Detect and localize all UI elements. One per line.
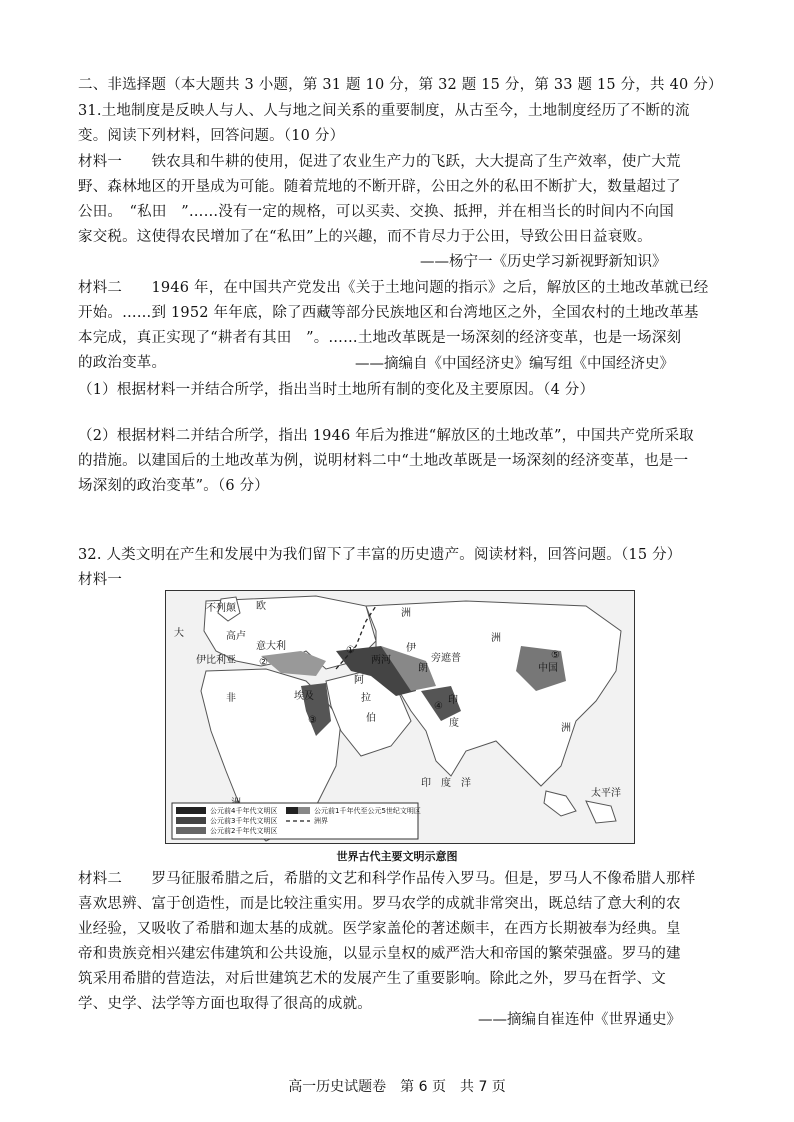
q32-material2-source: ——摘编自崔连仲《世界通史》: [478, 1012, 681, 1028]
page-footer: 高一历史试题卷 第 6 页 共 7 页: [288, 1079, 506, 1095]
legend-item-1: 公元前4千年代文明区: [210, 807, 278, 815]
label-num-1: ①: [346, 645, 355, 656]
map-legend: [172, 803, 421, 839]
q31-material1-line-4: 家交税。这使得农民增加了在“私田”上的兴趣，而不肯尽力于公田，导致公田日益衰败。: [78, 229, 652, 245]
label-bactria: 旁遮普: [431, 653, 461, 664]
q32-material2-line-2: 喜欢思辨、富于创造性，而是比较注重实用。罗马农学的成就非常突出，既总结了意大利的农: [78, 896, 681, 912]
q31-material2-source: ——摘编自《中国经济史》编写组《中国经济史》: [355, 356, 674, 372]
label-china: 中国: [538, 663, 558, 674]
q32-material2-line-1: 材料二 罗马征服希腊之后，希腊的文艺和科学作品传入罗马。但是，罗马人不像希腊人那样: [78, 871, 696, 887]
label-indian-ocean: 印 度 洋: [421, 778, 471, 789]
q31-stem-line-1: 31.土地制度是反映人与人、人与地之间关系的重要制度，从古至今，土地制度经历了不断的流: [78, 103, 690, 119]
label-pacific: 太平洋: [591, 788, 621, 799]
label-mesopotamia: 两河: [371, 655, 391, 666]
label-num-2: ②: [259, 657, 268, 668]
label-num-5: ⑤: [551, 650, 560, 661]
q31-material2-line-3: 本完成，真正实现了“耕者有其田 ”。……土地改革既是一场深刻的经济变革，也是一场深刻: [78, 330, 682, 346]
q31-material1-line-2: 野、森林地区的开垦成为可能。随着荒地的不断开辟，公田之外的私田不断扩大，数量超过了: [78, 179, 681, 195]
label-asia-2: 洲: [491, 633, 501, 644]
q32-material2-line-6: 学、史学、法学等方面也取得了很高的成就。: [78, 996, 372, 1012]
q31-sub-question-1: （1）根据材料一并结合所学，指出当时土地所有制的变化及主要原因。（4 分）: [78, 382, 595, 398]
label-italy: 意大利: [256, 641, 286, 652]
label-persia-yi: 伊: [406, 643, 416, 654]
label-atlantic: 大: [174, 628, 184, 639]
label-asia: 洲: [401, 608, 411, 619]
map-graphic: [166, 591, 634, 843]
q31-material2-line-4: 的政治变革。: [78, 355, 167, 371]
q31-sub-question-2-line-1: （2）根据材料二并结合所学，指出 1946 年后为推进“解放区的土地改革”，中国共产党所采取: [78, 428, 694, 444]
label-persia-lang: 朗: [418, 663, 428, 674]
label-arabia-1: 阿: [354, 675, 364, 686]
q31-sub-question-2-line-2: 的措施。以建国后的土地改革为例，说明材料二中“土地改革既是一场深刻的经济变革，也是一: [78, 453, 689, 469]
legend-item-5: 洲界: [314, 817, 328, 825]
label-gaul: 高卢: [226, 631, 246, 642]
q31-material2-line-2: 开始。……到 1952 年年底，除了西藏等部分民族地区和台湾地区之外，全国农村的土地改革基: [78, 305, 699, 321]
label-britain: 不列颠: [206, 603, 236, 614]
label-num-3: ③: [308, 715, 317, 726]
q31-material2-line-1: 材料二 1946 年，在中国共产党发出《关于土地问题的指示》之后，解放区的土地改革就已经: [78, 280, 709, 296]
q31-sub-question-2-line-3: 场深刻的政治变革”。（6 分）: [78, 478, 269, 494]
q32-material2-line-5: 筑采用希腊的营造法，对后世建筑艺术的发展产生了重要影响。除此之外，罗马在哲学、文: [78, 971, 666, 987]
label-india-2: 度: [449, 718, 459, 729]
q31-material1-source: ——杨宁一《历史学习新视野新知识》: [420, 254, 667, 270]
q31-material1-line-1: 材料一 铁农具和牛耕的使用，促进了农业生产力的飞跃，大大提高了生产效率，使广大荒: [78, 154, 681, 170]
q31-stem-line-2: 变。阅读下列材料，回答问题。（10 分）: [78, 128, 345, 144]
q32-material2-line-3: 业经验，又吸收了希腊和迦太基的成就。医学家盖伦的著述颇丰，在西方长期被奉为经典。皇: [78, 921, 681, 937]
label-egypt: 埃及: [294, 691, 314, 702]
q32-stem: 32. 人类文明在产生和发展中为我们留下了丰富的历史遗产。阅读材料，回答问题。（15 分）: [78, 547, 682, 563]
label-europe: 欧: [256, 601, 266, 612]
label-arabia-2: 拉: [361, 693, 371, 704]
legend-item-4: 公元前1千年代至公元5世纪文明区: [314, 807, 421, 815]
label-arabia-3: 伯: [366, 713, 376, 724]
q32-material1-label: 材料一: [78, 572, 123, 588]
world-ancient-civilizations-map: [165, 590, 635, 844]
map-caption: 世界古代主要文明示意图: [336, 850, 458, 863]
label-num-4: ④: [434, 701, 443, 712]
legend-item-3: 公元前2千年代文明区: [210, 827, 278, 835]
label-africa-fei: 非: [226, 693, 236, 704]
label-india-1: 印: [448, 695, 458, 706]
label-iberia: 伊比利亚: [196, 655, 236, 666]
section-header: 二、非选择题（本大题共 3 小题，第 31 题 10 分，第 32 题 15 分，第 33 题 15 分，共 40 分）: [78, 77, 723, 93]
q31-material1-line-3: 公田。 “私田 ”……没有一定的规格，可以买卖、交换、抵押，并在相当长的时间内不向国: [78, 204, 674, 220]
legend-item-2: 公元前3千年代文明区: [210, 817, 278, 825]
q32-material2-line-4: 帝和贵族竞相兴建宏伟建筑和公共设施，以显示皇权的威严浩大和帝国的繁荣强盛。罗马的建: [78, 946, 681, 962]
label-asia-3: 洲: [561, 723, 571, 734]
